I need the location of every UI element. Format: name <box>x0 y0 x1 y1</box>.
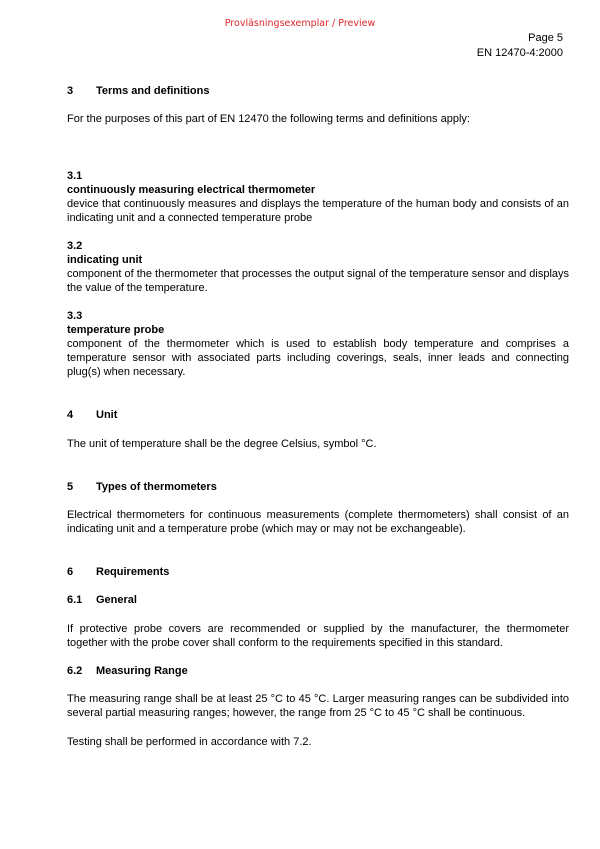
section-6-1-heading <box>67 593 569 607</box>
section-title: General <box>96 594 137 606</box>
definition-3-2-text: component of the thermometer that processes the output signal of the temperature sensor and displays the value of the temperature. <box>67 268 570 294</box>
section-6-2-testing-note: Testing shall be performed in accordance with 7.2. <box>67 736 312 748</box>
definition-3-3-number: 3.3 <box>67 310 83 322</box>
section-3-intro: For the purposes of this part of EN 12470 the following terms and definitions apply: <box>67 113 470 125</box>
page-number: Page 5 <box>528 32 563 44</box>
section-6-1-text: If protective probe covers are recommended or supplied by the manufacturer, the thermometer together with the probe cover shall conform to the requirements specified in this standard. <box>67 623 569 649</box>
standard-reference: EN 12470-4:2000 <box>476 47 563 59</box>
section-title: Terms and definitions <box>96 85 210 97</box>
section-title: Measuring Range <box>96 665 188 677</box>
section-6-2-text: The measuring range shall be at least 25 °C to 45 °C. Larger measuring ranges can be subdivided into several partial measuring ranges; however, the range from 25 °C to 45 °C shall be continuous. <box>67 693 569 719</box>
section-4-text: The unit of temperature shall be the degree Celsius, symbol °C. <box>67 438 377 450</box>
section-number: 6.1 <box>67 594 83 606</box>
section-number: 3 <box>67 85 74 97</box>
definition-3-2-number: 3.2 <box>67 240 83 252</box>
definition-3-3-term: temperature probe <box>67 324 165 336</box>
section-6-heading <box>67 565 569 579</box>
section-6-2-heading <box>67 664 569 678</box>
definition-3-2-term: indicating unit <box>67 254 143 266</box>
preview-watermark: Provläsningsexemplar / Preview <box>224 18 376 29</box>
section-title: Unit <box>96 409 118 421</box>
section-number: 5 <box>67 481 74 493</box>
definition-3-1-text: device that continuously measures and displays the temperature of the human body and consists of an indicating unit and a connected temperature probe <box>67 198 569 224</box>
section-number: 4 <box>67 409 74 421</box>
section-5-text: Electrical thermometers for continuous measurements (complete thermometers) shall consist of an indicating unit and a temperature probe (which may or may not be exchangeable). <box>67 509 569 535</box>
definition-3-1-term: continuously measuring electrical thermometer <box>67 184 316 196</box>
section-number: 6 <box>67 566 74 578</box>
definition-3-1-number: 3.1 <box>67 170 83 182</box>
section-4-heading <box>67 408 569 422</box>
section-title: Types of thermometers <box>96 481 217 493</box>
definition-3-3-text: component of the thermometer which is used to establish body temperature and comprises a temperature sensor with associated parts including coverings, seals, inner leads and connecting plug(s) when necessary. <box>67 338 569 378</box>
section-number: 6.2 <box>67 665 83 677</box>
section-5-heading <box>67 480 569 494</box>
section-3-heading <box>67 84 569 98</box>
section-title: Requirements <box>96 566 170 578</box>
